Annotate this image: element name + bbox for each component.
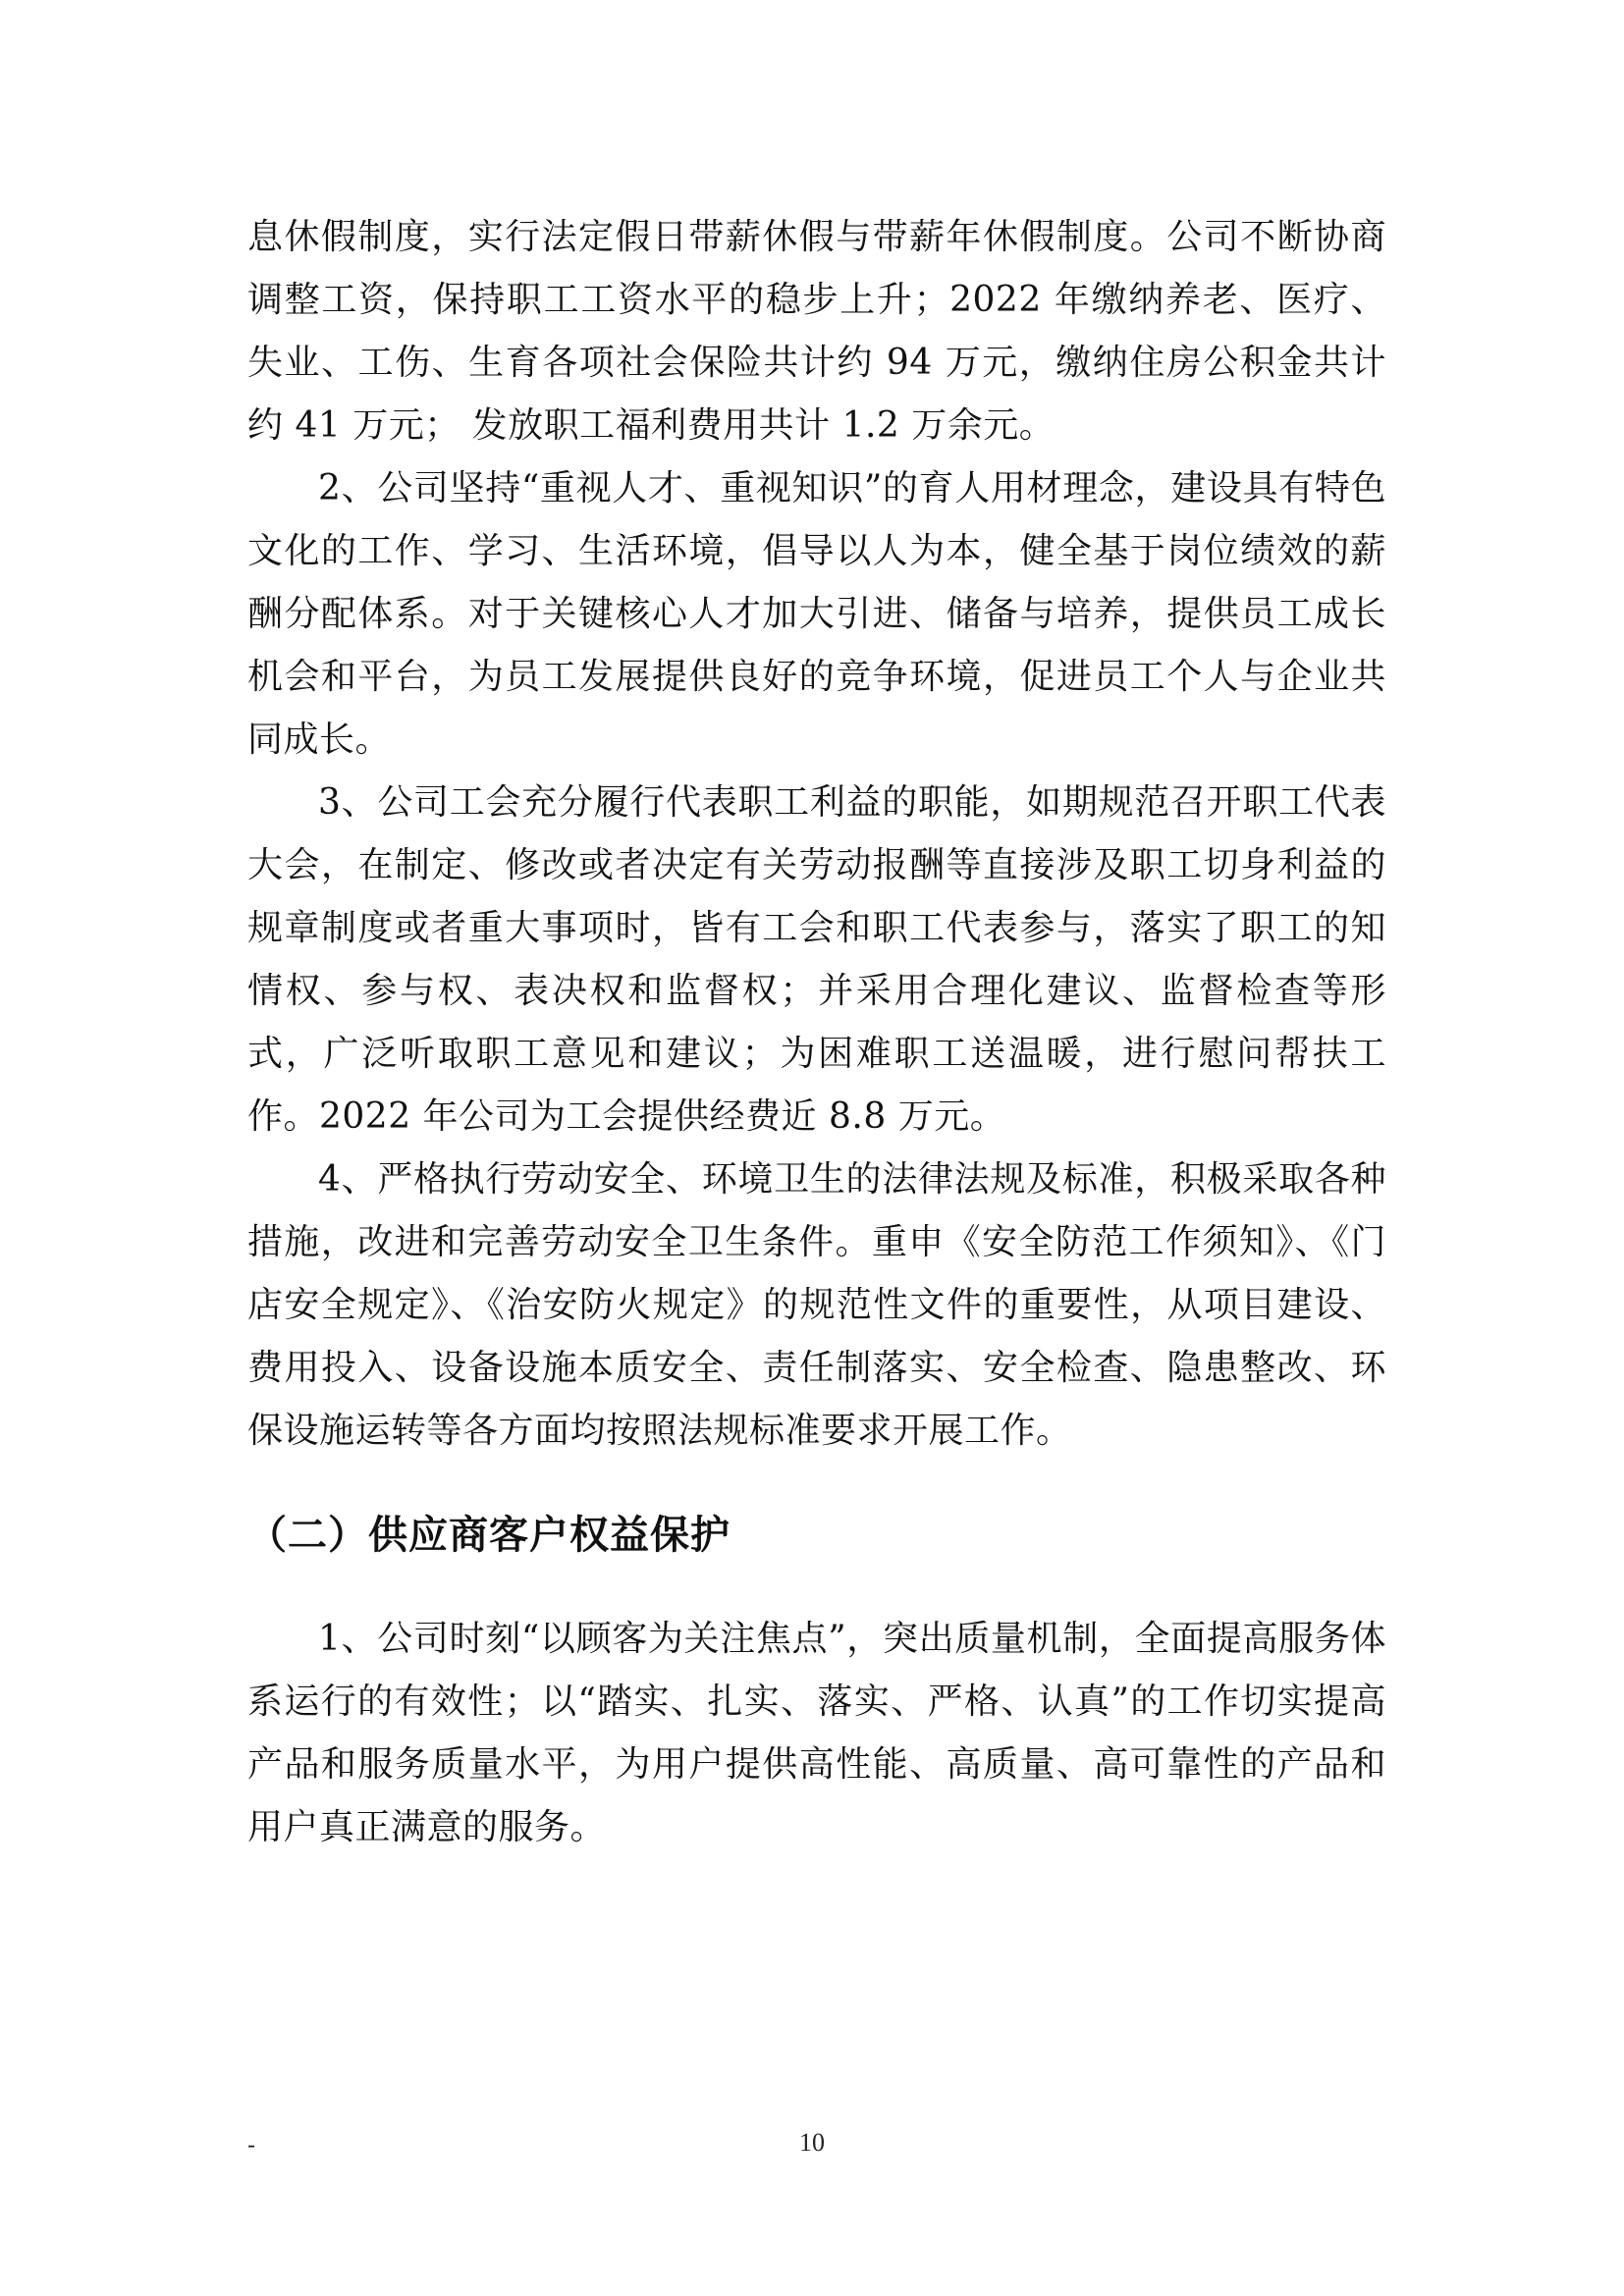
paragraph-item-4: 4、严格执行劳动安全、环境卫生的法律法规及标准，积极采取各种措施，改进和完善劳动安全卫生条件。重申《安全防范工作须知》、《门店安全规定》、《治安防火规定》的规范性文件的重要性，从项目建设、费用投入、设备设施本质安全、责任制落实、安全检查、隐患整改、环保设施运转等各方面均按照法规标准要求开展工作。 — [247, 1159, 1386, 1451]
document-body — [247, 206, 1386, 1859]
heading-spacer — [247, 1567, 1386, 1608]
section-heading: （二）供应商客户权益保护 — [247, 1513, 731, 1558]
paragraph-supplier-item-1: 1、公司时刻“以顾客为关注焦点”，突出质量机制，全面提高服务体系运行的有效性；以“踏实、扎实、落实、严格、认真”的工作切实提高产品和服务质量水平，为用户提供高性能、高质量、高可靠性的产品和用户真正满意的服务。 — [247, 1619, 1386, 1847]
page-number: 10 — [799, 2128, 825, 2157]
footer-dash: - — [247, 2131, 256, 2159]
paragraph-continuation: 息休假制度，实行法定假日带薪休假与带薪年休假制度。公司不断协商调整工资，保持职工工资水平的稳步上升；2022 年缴纳养老、医疗、失业、工伤、生育各项社会保险共计约 94 万元，缴纳住房公积金共计约 41 万元； 发放职工福利费用共计 1.2 万余元。 — [247, 217, 1386, 446]
paragraph-item-2: 2、公司坚持“重视人才、重视知识”的育人用材理念，建设具有特色文化的工作、学习、生活环境，倡导以人为本，健全基于岗位绩效的薪酬分配体系。对于关键核心人才加大引进、储备与培养，提供员工成长机会和平台，为员工发展提供良好的竞争环境，促进员工个人与企业共同成长。 — [247, 468, 1386, 760]
paragraph-item-3: 3、公司工会充分履行代表职工利益的职能，如期规范召开职工代表大会，在制定、修改或者决定有关劳动报酬等直接涉及职工切身利益的规章制度或者重大事项时，皆有工会和职工代表参与，落实了职工的知情权、参与权、表决权和监督权；并采用合理化建议、监督检查等形式，广泛听取职工意见和建议；为困难职工送温暖，进行慰问帮扶工作。2022 年公司为工会提供经费近 8.8 万元。 — [247, 782, 1386, 1137]
